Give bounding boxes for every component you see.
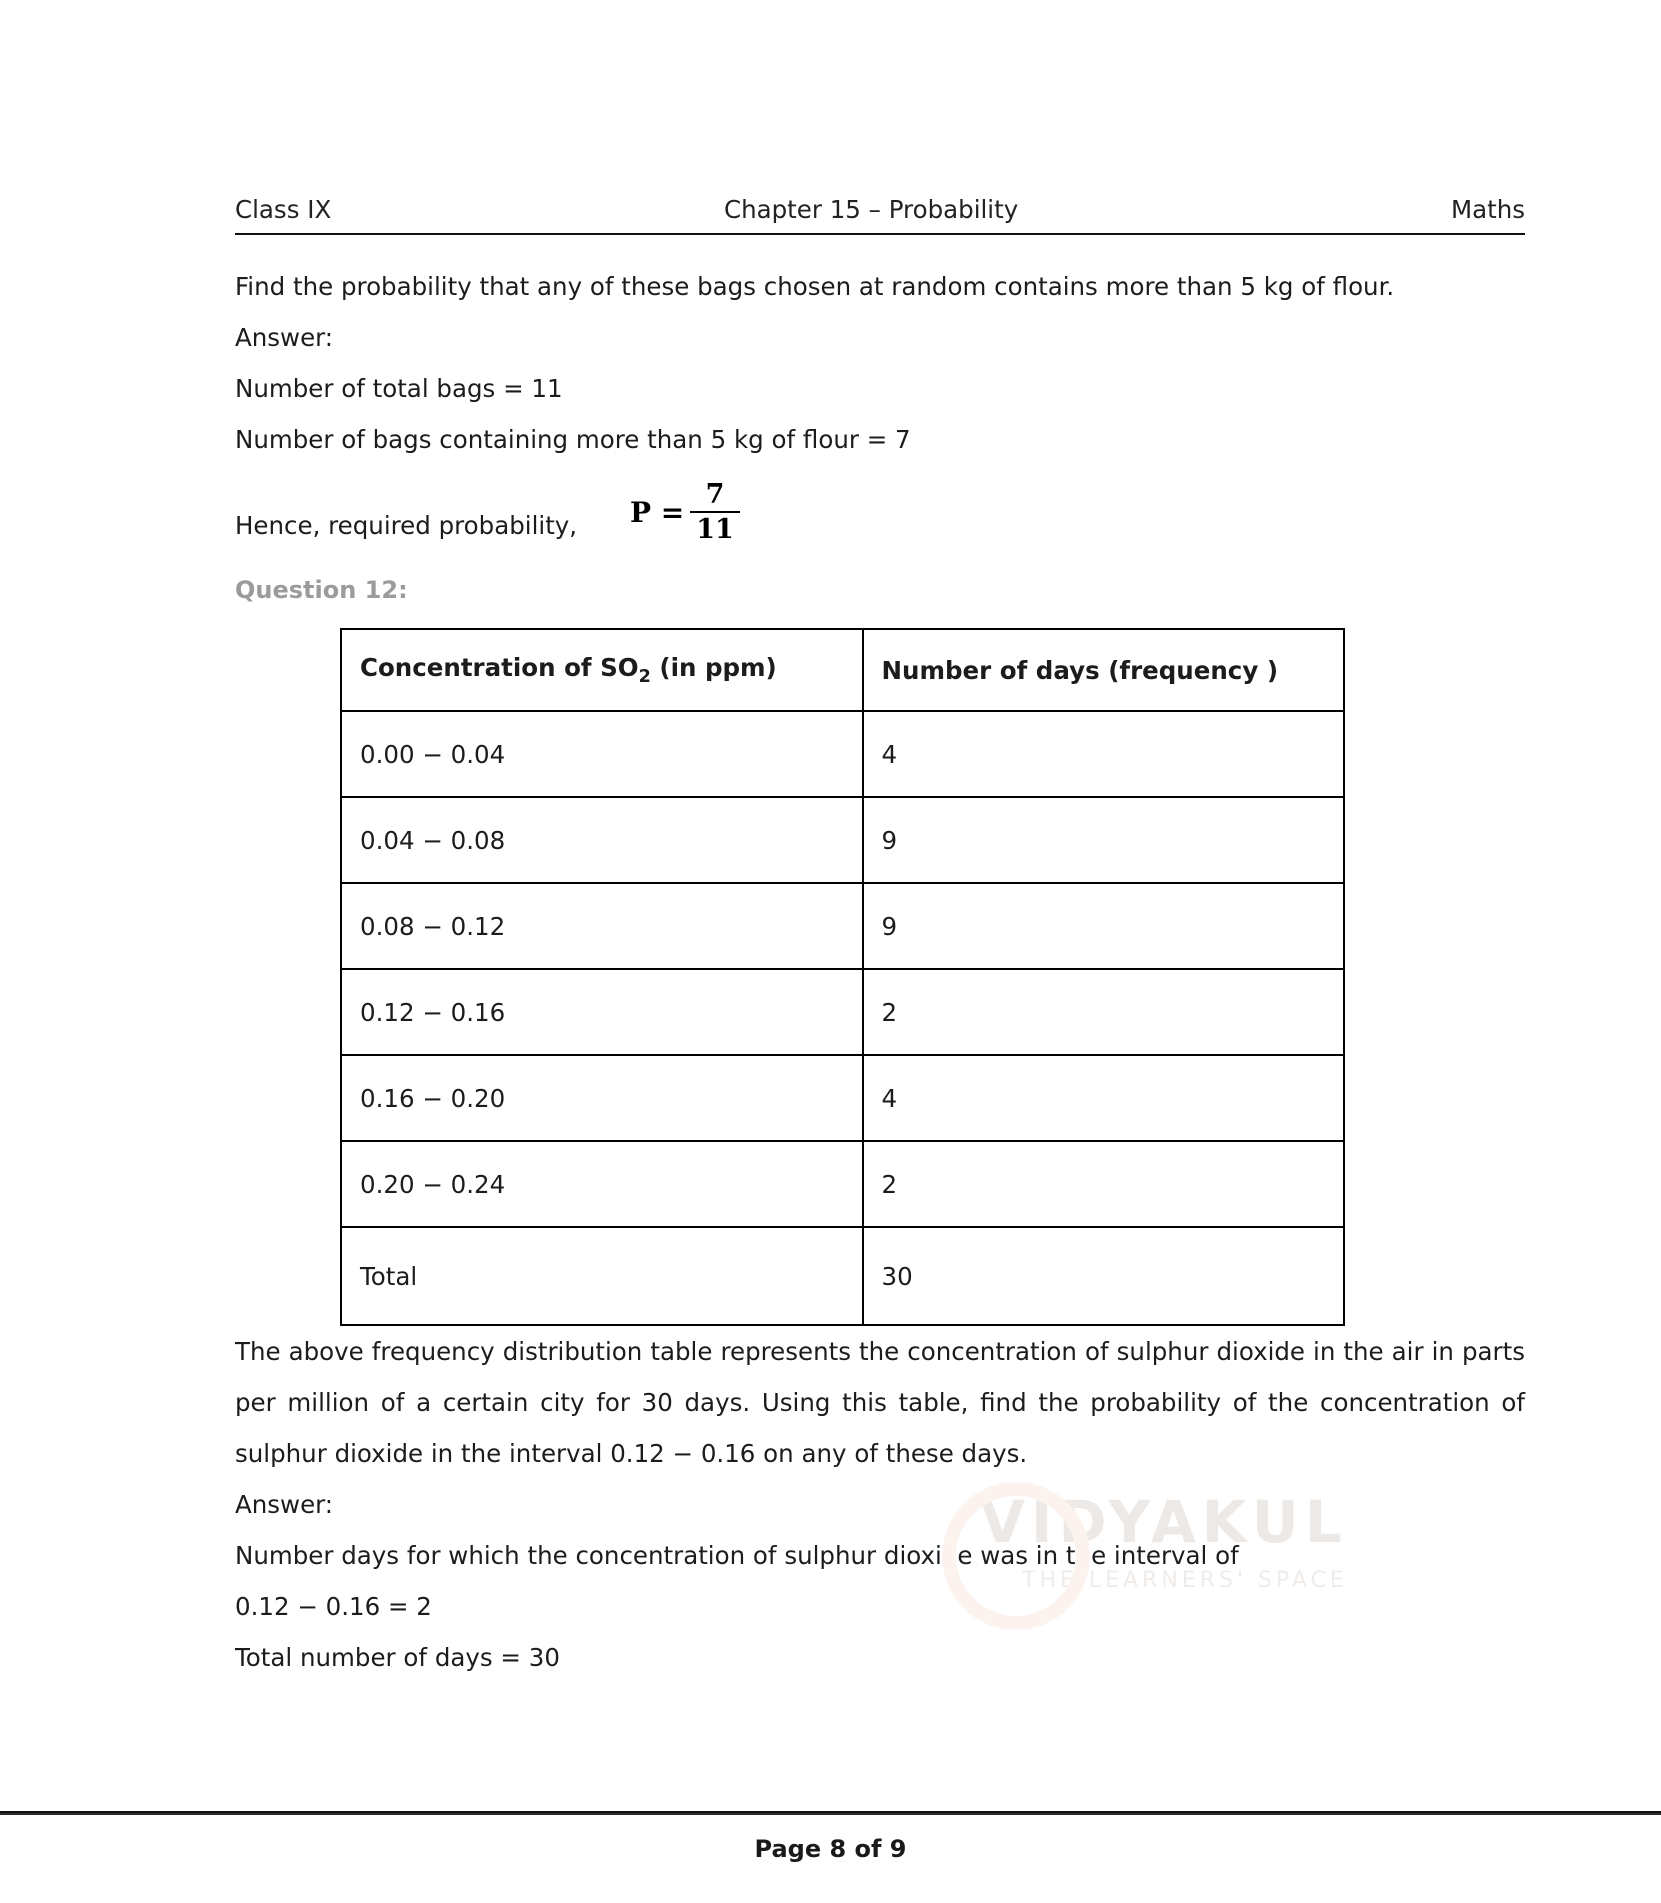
answer-label-1: Answer: bbox=[235, 323, 334, 352]
column-header-concentration bbox=[341, 629, 863, 711]
header-text-suffix: (in ppm) bbox=[650, 653, 777, 683]
column-header-days: Number of days (frequency ) bbox=[863, 629, 1344, 711]
probability-formula-row bbox=[235, 475, 1525, 559]
header-text-subscript: 2 bbox=[638, 666, 651, 687]
table-header-row bbox=[341, 629, 1344, 711]
fraction-denominator: 11 bbox=[690, 511, 740, 543]
description-paragraph: The above frequency distribution table represents the concentration of sulphur dioxide in the air in parts per million of a certain city for 30 days. Using this table, find the probability of the concentration of sulphur dioxide in the interval 0.12 − 0.16 on any of these days. bbox=[235, 1337, 1525, 1468]
table-row bbox=[341, 969, 1344, 1055]
table-row bbox=[341, 883, 1344, 969]
header-chapter-title: Chapter 15 – Probability bbox=[723, 195, 1019, 224]
watermark-title: VIDYAKUL bbox=[980, 1488, 1348, 1556]
table-row bbox=[341, 797, 1344, 883]
cell-frequency-total: 30 bbox=[863, 1227, 1344, 1325]
answer-label-2: Answer: bbox=[235, 1490, 334, 1519]
table-row bbox=[341, 1055, 1344, 1141]
cell-interval: 0.16 − 0.20 bbox=[341, 1055, 863, 1141]
hence-required-probability-label: Hence, required probability, bbox=[235, 511, 578, 540]
cell-interval-total: Total bbox=[341, 1227, 863, 1325]
cell-frequency: 2 bbox=[863, 969, 1344, 1055]
total-bags-line: Number of total bags = 11 bbox=[235, 374, 563, 403]
document-footer bbox=[0, 1811, 1661, 1903]
header-class-label: Class IX bbox=[235, 195, 332, 224]
table-row-total bbox=[341, 1227, 1344, 1325]
bags-more-than-line: Number of bags containing more than 5 kg of flour = 7 bbox=[235, 425, 911, 454]
cell-frequency: 4 bbox=[863, 711, 1344, 797]
intro-paragraph: Find the probability that any of these bags chosen at random contains more than 5 kg of flour. bbox=[235, 272, 1395, 301]
footer-divider bbox=[0, 1813, 1661, 1815]
fraction bbox=[690, 481, 740, 543]
frequency-distribution-table bbox=[340, 628, 1345, 1326]
formula-lhs: P = bbox=[630, 495, 685, 529]
cell-interval: 0.00 − 0.04 bbox=[341, 711, 863, 797]
answer-line-3: Total number of days = 30 bbox=[235, 1643, 560, 1672]
cell-frequency: 9 bbox=[863, 797, 1344, 883]
cell-interval: 0.04 − 0.08 bbox=[341, 797, 863, 883]
cell-interval: 0.20 − 0.24 bbox=[341, 1141, 863, 1227]
header-subject-label: Maths bbox=[1450, 195, 1525, 224]
probability-fraction bbox=[630, 481, 740, 543]
page-content bbox=[235, 195, 1525, 1683]
table-row bbox=[341, 1141, 1344, 1227]
question-label: Question 12: bbox=[235, 576, 408, 604]
header-text-prefix: Concentration of SO bbox=[360, 653, 639, 683]
fraction-numerator: 7 bbox=[705, 479, 725, 510]
cell-frequency: 4 bbox=[863, 1055, 1344, 1141]
watermark-subtitle: THE LEARNERS' SPACE bbox=[1022, 1568, 1348, 1593]
cell-interval: 0.08 − 0.12 bbox=[341, 883, 863, 969]
page-number: Page 8 of 9 bbox=[754, 1835, 907, 1863]
cell-interval: 0.12 − 0.16 bbox=[341, 969, 863, 1055]
answer-line-1: Number days for which the concentration of sulphur dioxide was in the interval of bbox=[235, 1541, 1239, 1570]
cell-frequency: 9 bbox=[863, 883, 1344, 969]
cell-frequency: 2 bbox=[863, 1141, 1344, 1227]
document-header bbox=[235, 195, 1525, 235]
answer-line-2: 0.12 − 0.16 = 2 bbox=[235, 1592, 432, 1621]
table-row bbox=[341, 711, 1344, 797]
